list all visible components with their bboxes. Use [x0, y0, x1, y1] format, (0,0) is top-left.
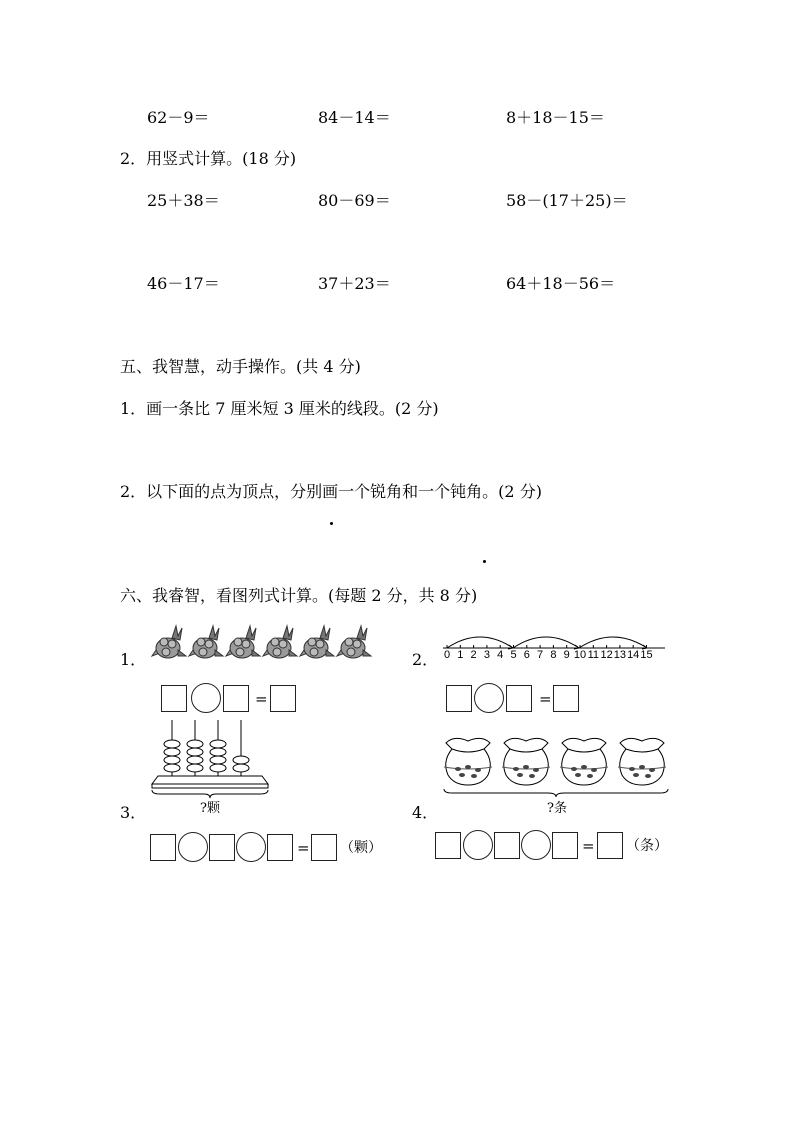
number-line-tick-label: 15 [640, 649, 653, 661]
calc-item-2: 84－14＝ [318, 108, 391, 127]
question-1-number: 1． [120, 650, 147, 669]
vertical-item-5: 37＋23＝ [318, 274, 391, 293]
unit-label-q4: （条） [626, 838, 668, 854]
operator-circle-q4-2[interactable] [521, 830, 551, 860]
operator-circle-q1[interactable] [191, 683, 221, 713]
question-3-number: 3． [120, 803, 147, 822]
answer-box-q1-1[interactable] [161, 685, 187, 712]
number-line-tick-label: 9 [563, 649, 570, 661]
equals-sign-q2: = [539, 690, 552, 708]
number-line-tick-label: 5 [510, 649, 517, 661]
number-line-tick-label: 10 [573, 649, 587, 661]
vertical-item-6: 64＋18－56＝ [506, 274, 616, 293]
answer-box-q3-4[interactable] [311, 834, 337, 861]
answer-box-q2-1[interactable] [446, 685, 472, 712]
answer-box-q4-2[interactable] [494, 832, 520, 859]
answer-box-q3-2[interactable] [209, 834, 235, 861]
vertical-item-1: 25＋38＝ [147, 191, 220, 210]
vertex-point-1 [330, 522, 333, 525]
answer-box-q3-1[interactable] [150, 834, 176, 861]
vertical-item-3: 58－(17＋25)＝ [506, 191, 628, 210]
answer-box-q4-4[interactable] [597, 832, 623, 859]
vertical-item-2: 80－69＝ [318, 191, 391, 210]
vertex-point-2 [483, 560, 486, 563]
number-line-tick-label: 11 [587, 649, 600, 661]
number-line-tick-label: 0 [443, 649, 451, 661]
answer-box-q4-3[interactable] [552, 832, 578, 859]
section6-heading: 六、我睿智，看图列式计算。(每题 2 分，共 8 分) [120, 586, 478, 605]
number-line-tick-label: 4 [497, 649, 504, 661]
number-line-tick-label: 7 [537, 649, 544, 661]
fishbowl-total-label: ?条 [547, 801, 567, 816]
number-line-tick-label: 2 [470, 649, 477, 661]
carrot-illustration [150, 622, 380, 666]
calc-item-3: 8＋18－15＝ [506, 108, 605, 127]
question-2-number: 2． [412, 650, 439, 669]
number-line-tick-label: 12 [600, 649, 613, 661]
equals-sign-q4: = [582, 837, 595, 855]
number-line-tick-label: 13 [613, 649, 627, 661]
number-line-tick-label: 1 [457, 649, 464, 661]
operator-circle-q2[interactable] [474, 683, 504, 713]
operator-circle-q4-1[interactable] [463, 830, 493, 860]
number-line-tick-label: 8 [550, 649, 557, 661]
fishbowl-illustration [440, 735, 675, 799]
operator-circle-q3-1[interactable] [178, 832, 208, 862]
section5-heading: 五、我智慧，动手操作。(共 4 分) [120, 357, 361, 376]
answer-box-q2-3[interactable] [553, 685, 579, 712]
equals-sign-q1: = [255, 690, 268, 708]
unit-label-q3: （颗） [340, 840, 382, 856]
calc-item-1: 62－9＝ [147, 108, 210, 127]
number-line-tick-label: 3 [483, 649, 490, 661]
equals-sign-q3: = [297, 839, 310, 857]
question-4-number: 4． [412, 803, 439, 822]
abacus-illustration [150, 720, 272, 792]
number-line-tick-label: 6 [523, 649, 530, 661]
abacus-total-label: ?颗 [200, 801, 220, 816]
vertical-calc-heading: 2．用竖式计算。(18 分) [120, 149, 297, 168]
operator-circle-q3-2[interactable] [236, 832, 266, 862]
vertical-item-4: 46－17＝ [147, 274, 220, 293]
number-line-tick-label: 14 [627, 649, 640, 661]
answer-box-q2-2[interactable] [506, 685, 532, 712]
answer-box-q3-3[interactable] [267, 834, 293, 861]
section5-question-1: 1．画一条比 7 厘米短 3 厘米的线段。(2 分) [120, 399, 439, 418]
section5-question-2: 2．以下面的点为顶点，分别画一个锐角和一个钝角。(2 分) [120, 482, 542, 501]
answer-box-q1-2[interactable] [223, 685, 249, 712]
answer-box-q4-1[interactable] [435, 832, 461, 859]
answer-box-q1-3[interactable] [270, 685, 296, 712]
